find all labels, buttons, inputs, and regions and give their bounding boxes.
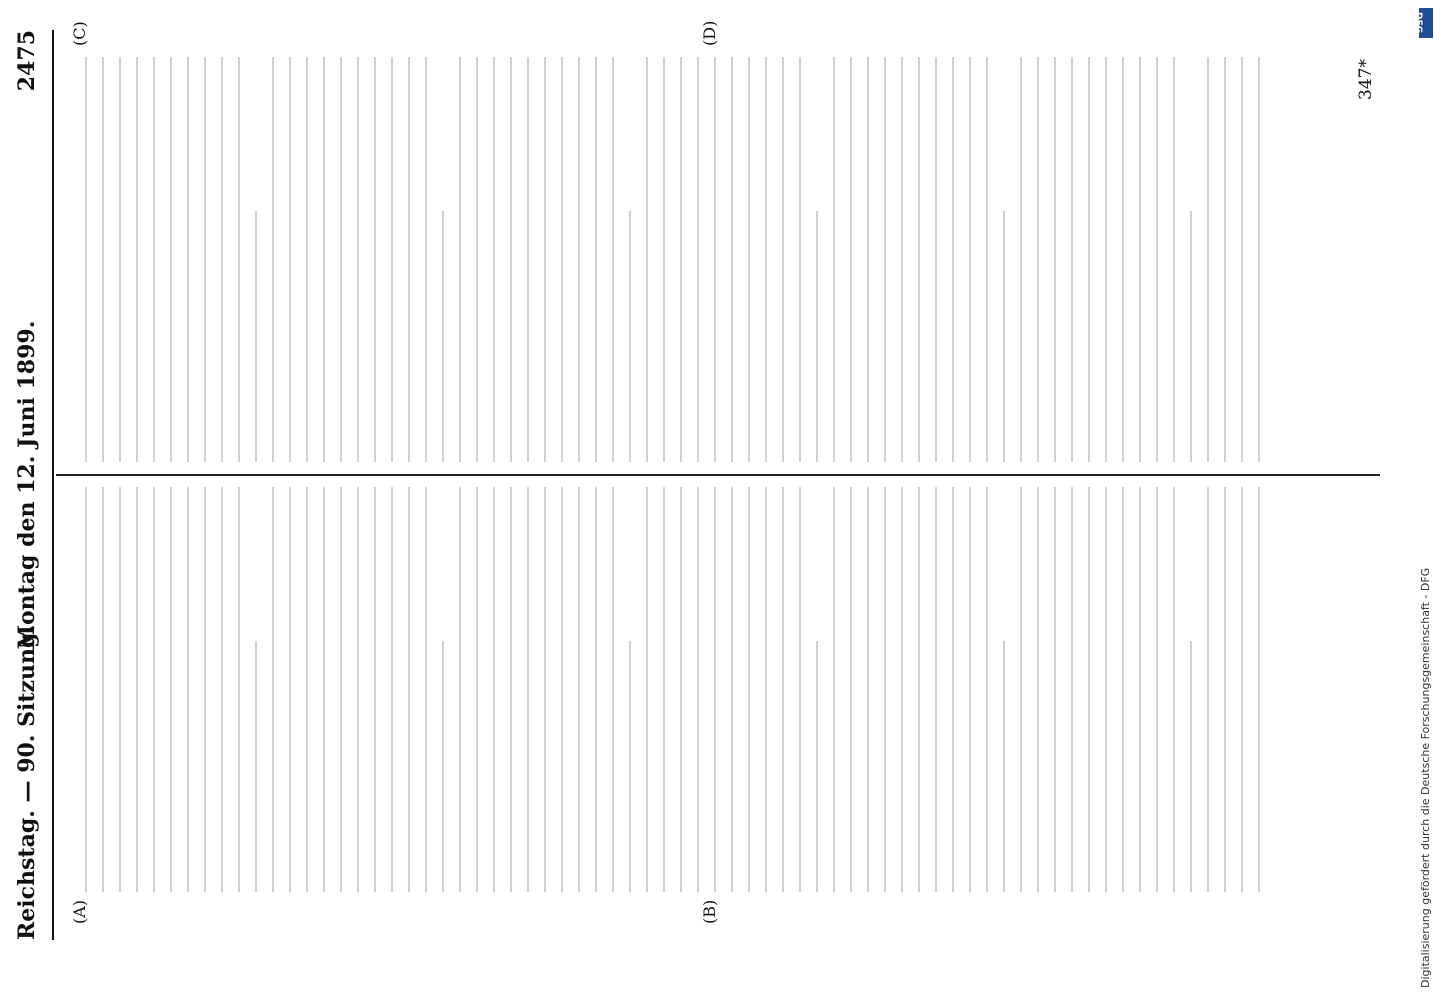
text-line-placeholder	[850, 57, 852, 462]
text-line-placeholder	[1139, 487, 1141, 892]
text-line-placeholder	[799, 57, 801, 462]
text-line-placeholder	[1020, 487, 1022, 892]
text-line-placeholder	[765, 57, 767, 462]
text-line-placeholder	[595, 487, 597, 892]
text-line-placeholder	[1105, 57, 1107, 462]
text-line-placeholder	[425, 57, 427, 462]
text-line-placeholder	[697, 487, 699, 892]
dfg-logo: DFG	[1419, 8, 1433, 38]
text-line-placeholder	[680, 487, 682, 892]
text-line-placeholder	[119, 487, 121, 892]
text-line-placeholder	[187, 487, 189, 892]
text-line-placeholder	[799, 487, 801, 892]
text-line-placeholder	[238, 57, 240, 462]
text-line-placeholder	[170, 487, 172, 892]
text-line-placeholder	[578, 57, 580, 462]
text-line-placeholder	[272, 57, 274, 462]
text-line-placeholder	[102, 487, 104, 892]
text-line-placeholder	[935, 487, 937, 892]
text-line-placeholder	[493, 487, 495, 892]
text-line-placeholder	[323, 57, 325, 462]
text-line-placeholder	[1258, 57, 1260, 462]
text-line-placeholder	[527, 487, 529, 892]
text-line-placeholder	[204, 57, 206, 462]
text-line-placeholder	[1122, 487, 1124, 892]
text-line-placeholder	[1071, 487, 1073, 892]
text-line-placeholder	[1207, 57, 1209, 462]
text-line-placeholder	[867, 57, 869, 462]
text-line-placeholder	[1224, 487, 1226, 892]
text-line-placeholder	[408, 57, 410, 462]
text-line-placeholder	[646, 487, 648, 892]
text-line-placeholder	[476, 487, 478, 892]
text-line-placeholder	[816, 641, 818, 892]
text-line-placeholder	[663, 487, 665, 892]
text-line-placeholder	[374, 57, 376, 462]
text-line-placeholder	[1122, 57, 1124, 462]
text-line-placeholder	[136, 57, 138, 462]
text-line-placeholder	[323, 487, 325, 892]
text-line-placeholder	[1173, 57, 1175, 462]
text-line-placeholder	[731, 57, 733, 462]
text-line-placeholder	[1037, 57, 1039, 462]
text-line-placeholder	[918, 57, 920, 462]
text-line-placeholder	[391, 487, 393, 892]
text-line-placeholder	[357, 57, 359, 462]
text-line-placeholder	[612, 57, 614, 462]
text-line-placeholder	[697, 57, 699, 462]
text-line-placeholder	[459, 487, 461, 892]
text-line-placeholder	[1054, 487, 1056, 892]
text-line-placeholder	[680, 57, 682, 462]
text-line-placeholder	[782, 487, 784, 892]
text-line-placeholder	[255, 641, 257, 892]
text-line-placeholder	[1241, 487, 1243, 892]
text-line-placeholder	[1139, 57, 1141, 462]
text-line-placeholder	[306, 57, 308, 462]
text-line-placeholder	[1105, 487, 1107, 892]
text-line-placeholder	[1173, 487, 1175, 892]
text-line-placeholder	[238, 487, 240, 892]
text-line-placeholder	[1241, 57, 1243, 462]
text-line-placeholder	[663, 57, 665, 462]
text-line-placeholder	[646, 57, 648, 462]
text-line-placeholder	[221, 57, 223, 462]
text-line-placeholder	[1190, 211, 1192, 462]
text-line-placeholder	[1020, 57, 1022, 462]
text-line-placeholder	[476, 57, 478, 462]
text-line-placeholder	[289, 57, 291, 462]
text-line-placeholder	[1003, 211, 1005, 462]
header-date: Montag den 12. Juni 1899.	[14, 320, 40, 650]
column-divider	[56, 474, 1380, 476]
text-line-placeholder	[986, 487, 988, 892]
text-line-placeholder	[731, 487, 733, 892]
margin-marker-c: (C)	[70, 21, 89, 46]
text-line-placeholder	[714, 57, 716, 462]
text-line-placeholder	[459, 57, 461, 462]
page-header	[14, 30, 54, 940]
text-line-placeholder	[1156, 57, 1158, 462]
text-line-placeholder	[1258, 487, 1260, 892]
page-number: 2475	[14, 30, 40, 92]
margin-marker-b: (B)	[700, 899, 719, 924]
text-line-placeholder	[442, 641, 444, 892]
text-line-placeholder	[340, 487, 342, 892]
text-line-placeholder	[1088, 57, 1090, 462]
text-line-placeholder	[1156, 487, 1158, 892]
text-line-placeholder	[561, 57, 563, 462]
text-line-placeholder	[527, 57, 529, 462]
text-line-placeholder	[748, 487, 750, 892]
text-line-placeholder	[510, 487, 512, 892]
text-line-placeholder	[187, 57, 189, 462]
text-line-placeholder	[510, 57, 512, 462]
text-line-placeholder	[850, 487, 852, 892]
text-line-placeholder	[612, 487, 614, 892]
text-line-placeholder	[119, 57, 121, 462]
text-line-placeholder	[374, 487, 376, 892]
text-line-placeholder	[952, 487, 954, 892]
text-line-placeholder	[306, 487, 308, 892]
text-line-placeholder	[595, 57, 597, 462]
margin-marker-a: (A)	[70, 899, 89, 924]
text-line-placeholder	[255, 211, 257, 462]
text-line-placeholder	[833, 487, 835, 892]
text-line-placeholder	[833, 57, 835, 462]
left-column	[70, 487, 1370, 892]
text-line-placeholder	[272, 487, 274, 892]
text-line-placeholder	[544, 487, 546, 892]
text-line-placeholder	[85, 57, 87, 462]
text-line-placeholder	[425, 487, 427, 892]
text-line-placeholder	[1054, 57, 1056, 462]
text-line-placeholder	[1207, 487, 1209, 892]
right-column	[70, 57, 1370, 462]
text-line-placeholder	[170, 57, 172, 462]
text-line-placeholder	[221, 487, 223, 892]
text-line-placeholder	[867, 487, 869, 892]
text-line-placeholder	[1071, 57, 1073, 462]
text-line-placeholder	[1003, 641, 1005, 892]
text-line-placeholder	[918, 487, 920, 892]
text-line-placeholder	[85, 487, 87, 892]
text-line-placeholder	[765, 487, 767, 892]
text-line-placeholder	[289, 487, 291, 892]
text-line-placeholder	[340, 57, 342, 462]
text-line-placeholder	[493, 57, 495, 462]
text-line-placeholder	[544, 57, 546, 462]
text-line-placeholder	[153, 57, 155, 462]
header-left: Reichstag. — 90. Sitzung.	[14, 624, 40, 940]
credit-text: Digitalisierung gefördert durch die Deutsche Forschungsgemeinschaft - DFG	[1419, 567, 1432, 988]
text-line-placeholder	[884, 57, 886, 462]
text-line-placeholder	[408, 487, 410, 892]
header-rule	[52, 30, 54, 940]
page-signature: 347*	[1356, 59, 1376, 100]
text-line-placeholder	[935, 57, 937, 462]
text-line-placeholder	[1037, 487, 1039, 892]
text-line-placeholder	[714, 487, 716, 892]
text-line-placeholder	[901, 57, 903, 462]
text-line-placeholder	[204, 487, 206, 892]
text-line-placeholder	[629, 641, 631, 892]
text-line-placeholder	[884, 487, 886, 892]
text-line-placeholder	[1190, 641, 1192, 892]
text-line-placeholder	[1224, 57, 1226, 462]
text-line-placeholder	[1088, 487, 1090, 892]
text-line-placeholder	[561, 487, 563, 892]
text-line-placeholder	[357, 487, 359, 892]
text-line-placeholder	[153, 487, 155, 892]
text-line-placeholder	[102, 57, 104, 462]
text-line-placeholder	[969, 487, 971, 892]
text-line-placeholder	[442, 211, 444, 462]
text-line-placeholder	[629, 211, 631, 462]
text-line-placeholder	[952, 57, 954, 462]
text-line-placeholder	[578, 487, 580, 892]
text-line-placeholder	[748, 57, 750, 462]
text-line-placeholder	[901, 487, 903, 892]
text-line-placeholder	[136, 487, 138, 892]
text-line-placeholder	[969, 57, 971, 462]
text-line-placeholder	[816, 211, 818, 462]
text-line-placeholder	[391, 57, 393, 462]
text-line-placeholder	[986, 57, 988, 462]
text-line-placeholder	[782, 57, 784, 462]
digitization-credit	[1419, 8, 1433, 988]
margin-marker-d: (D)	[700, 20, 719, 46]
